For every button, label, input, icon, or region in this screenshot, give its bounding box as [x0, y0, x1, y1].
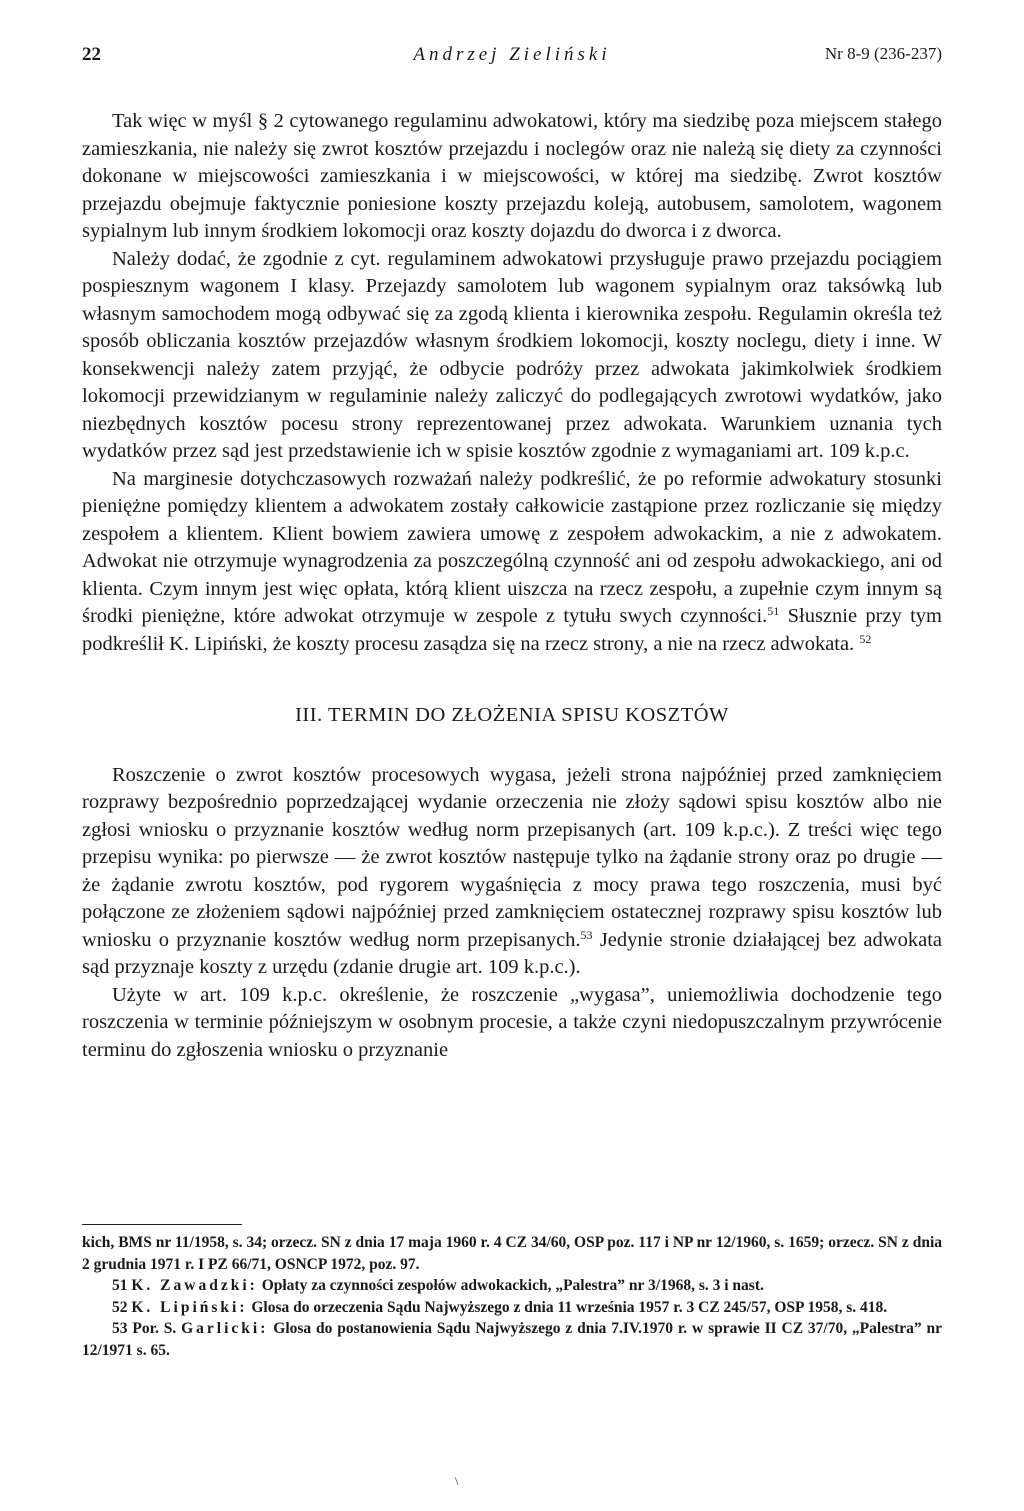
paragraph-1: Tak więc w myśl § 2 cytowanego regulaminu adwokatowi, który ma siedzibę poza miejscem stałego zamieszkania, nie należy się zwrot kosztów przejazdu i noclegów oraz nie należą się diety za czynności dokonane w miejscowości zamieszkania i w miejscowości, w której ma siedzibę. Zwrot kosztów przejazdu obejmuje faktycznie poniesione koszty przejazdu koleją, autobusem, samolotem, wagonem sypialnym lub innym środkiem lokomocji oraz koszty dojazdu do dworca i z dworca. [82, 110, 942, 242]
main-text [82, 108, 942, 1064]
footnote-53-number: 53 [112, 1320, 128, 1337]
paragraph-3-text: Na marginesie dotychczasowych rozważań należy podkreślić, że po reformie adwokatury stosunki pieniężne pomiędzy klientem a adwokatem zostały całkowicie zastąpione przez rozliczanie się między zespołem a klientem. Klient bowiem zawiera umowę z zespołem adwokackim, a nie z adwokatem. Adwokat nie otrzymuje wynagrodzenia za poszczególną czynność ani od zespołu adwokackiego, ani od klienta. Czym innym jest więc opłata, którą klient uiszcza na rzecz zespołu, a zupełnie czym innym są środki pieniężne, które adwokat otrzymuje w zespole z tytułu swych czynności. [82, 467, 942, 627]
footnotes [82, 1232, 942, 1361]
footnote-53 [82, 1318, 942, 1361]
paragraph-5: Użyte w art. 109 k.p.c. określenie, że roszczenie „wygasa”, uniemożliwia dochodzenie tego roszczenia w terminie późniejszym w osobnym procesie, a także czyni niedopuszczalnym przywrócenie terminu do zgłoszenia wniosku o przyznanie [82, 983, 942, 1061]
paragraph-2: Należy dodać, że zgodnie z cyt. regulaminem adwokatowi przysługuje prawo przejazdu pociągiem pospiesznym wagonem I klasy. Przejazdy samolotem lub wagonem sypialnym oraz taksówką lub własnym samochodem mogą odbywać się za zgodą klienta i kierownika zespołu. Regulamin określa też sposób obliczania kosztów przejazdów własnym środkiem lokomocji, koszty noclegu, diety i inne. W konsekwencji należy zatem przyjąć, że odbycie podróży przez adwokata jakimkolwiek środkiem lokomocji przewidzianym w regulaminie należy zaliczyć do podlegających zwrotowi wydatków, jako niezbędnych kosztów pocesu strony reprezentowanej przez adwokata. Warunkiem uznania tych wydatków przez sąd jest przedstawienie ich w spisie kosztów zgodnie z wymaganiami art. 109 k.p.c. [82, 247, 942, 462]
issue-number: Nr 8-9 (236-237) [824, 44, 942, 63]
footnote-51-author: K. Zawadzki: [131, 1277, 258, 1294]
paragraph-4 [82, 762, 942, 982]
paragraph-3-text-b: Słusznie przy tym podkreślił K. Lipiński, że koszty procesu zasądza się na rzecz strony, a nie na rzecz adwokata. [82, 605, 942, 655]
section-heading: III. TERMIN DO ZŁOŻENIA SPISU KOSZTÓW [295, 704, 729, 726]
footnote-51-text: Opłaty za czynności zespołów adwokackich, „Palestra” nr 3/1968, s. 3 i nast. [261, 1277, 764, 1294]
footnote-52-number: 52 [112, 1298, 128, 1316]
running-author: Andrzej Zieliński [413, 44, 611, 65]
footnote-ref-53[interactable]: 53 [580, 927, 593, 942]
footnote-53-prefix: Por. S. [132, 1320, 177, 1337]
footnote-separator [82, 1224, 242, 1225]
footnote-continuation: kich, BMS nr 11/1958, s. 34; orzecz. SN z dnia 17 maja 1960 r. 4 CZ 34/60, OSP poz. 117 i NP nr 12/1960, s. 1659; orzecz. SN z dnia 2 grudnia 1971 r. I PZ 66/71, OSNCP 1972, poz. 97. [82, 1234, 942, 1273]
paragraph-3 [82, 466, 942, 659]
footnote-ref-52[interactable]: 52 [859, 631, 872, 646]
footnote-52 [82, 1297, 942, 1319]
footnote-53-text: Glosa do postanowienia Sądu Najwyższego z dnia 7.IV.1970 r. w sprawie II CZ 37/70, „Palestra” nr 12/1971 s. 65. [82, 1320, 943, 1359]
footnote-51 [82, 1275, 942, 1297]
footnote-52-author: K. Lipiński: [131, 1298, 248, 1316]
page-number: 22 [82, 44, 101, 65]
paragraph-4-text-b: Jedynie stronie działającej bez adwokata sąd przyznaje koszty z urzędu (zdanie drugie art. 109 k.p.c.). [82, 928, 942, 978]
footnote-51-number: 51 [112, 1277, 128, 1294]
footnote-ref-51[interactable]: 51 [767, 604, 780, 618]
footnote-52-text: Glosa do orzeczenia Sądu Najwyższego z dnia 11 września 1957 r. 3 CZ 245/57, OSP 1958, s. 418. [251, 1298, 888, 1316]
paragraph-4-text: Roszczenie o zwrot kosztów procesowych wygasa, jeżeli strona najpóźniej przed zamknięciem rozprawy bezpośrednio poprzedzającej wydanie orzeczenia nie złoży sądowi spisu kosztów albo nie zgłosi wniosku o przyznanie kosztów według norm przepisanych (art. 109 k.p.c.). Z treści więc tego przepisu wynika: po pierwsze — że zwrot kosztów następuje tylko na żądanie strony oraz po drugie — że żądanie zwrotu kosztów, pod rygorem wygaśnięcia z mocy prawa tego roszczenia, musi być połączone ze złożeniem sądowi najpóźniej przed zamknięciem ostatecznej rozprawy spisu kosztów lub wniosku o przyznanie kosztów według norm przepisanych. [82, 763, 942, 951]
footnote-53-author: Garlicki: [181, 1320, 269, 1337]
stray-mark: \ [455, 1474, 459, 1488]
running-header [82, 40, 942, 74]
